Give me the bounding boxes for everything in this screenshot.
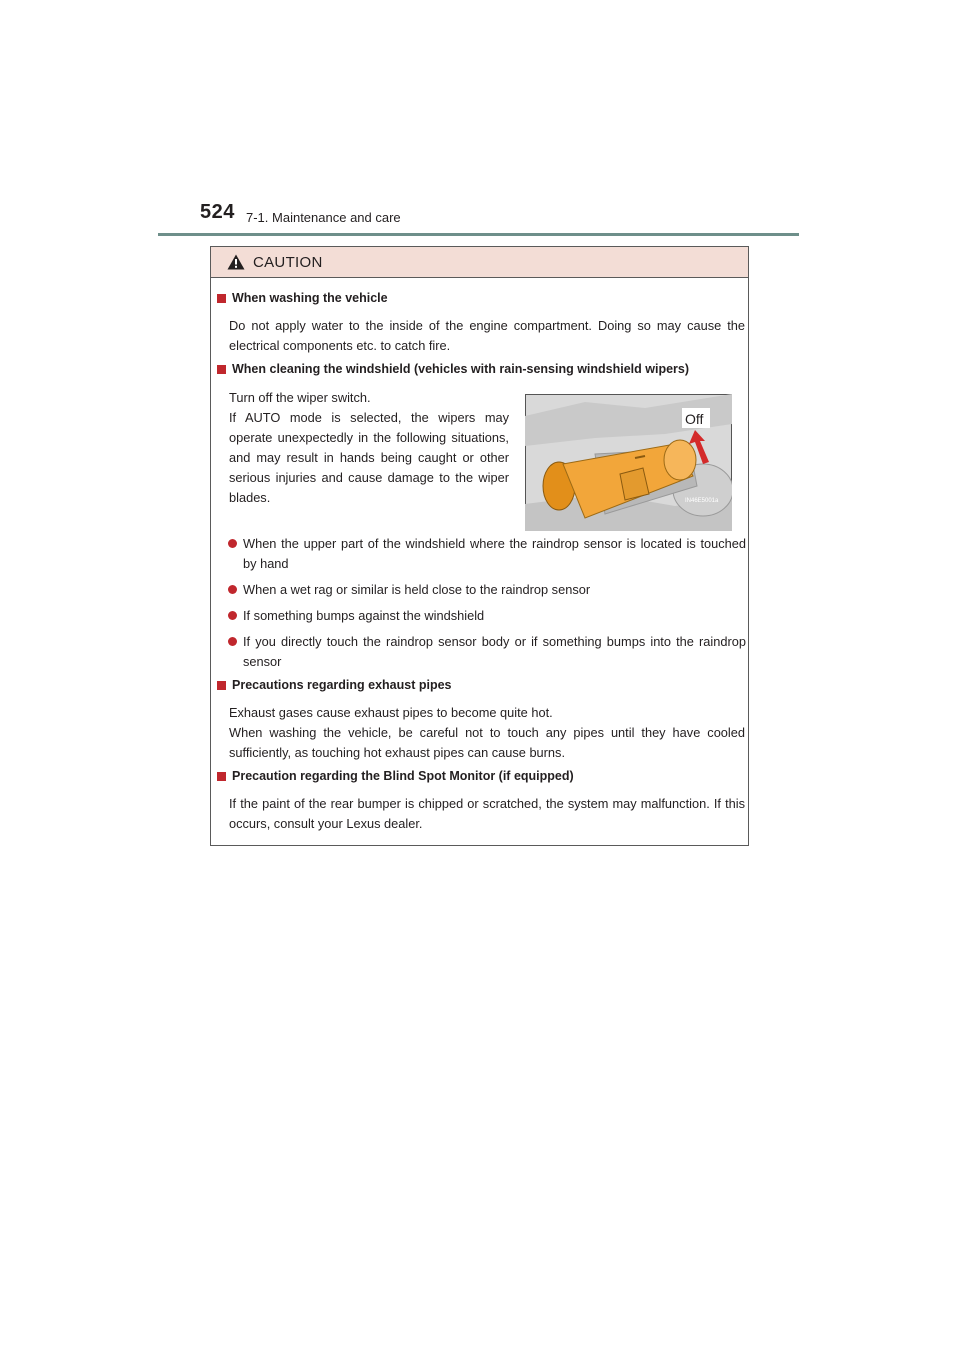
list-item: When a wet rag or similar is held close to the raindrop sensor	[228, 580, 746, 600]
section-text: If AUTO mode is selected, the wipers may operate unexpectedly in the following situations, and may result in hands being caught or other serious injuries and cause damage to the wiper blades.	[229, 410, 509, 505]
section-heading: When washing the vehicle	[217, 291, 388, 305]
section-text: Turn off the wiper switch.	[229, 390, 371, 405]
svg-text:IN46E5001a: IN46E5001a	[685, 498, 719, 504]
figure-label: Off	[685, 411, 704, 427]
section-heading: Precautions regarding exhaust pipes	[217, 678, 452, 692]
round-bullet-icon	[228, 539, 237, 548]
round-bullet-icon	[228, 637, 237, 646]
list-item: When the upper part of the windshield where the raindrop sensor is located is touched by hand	[228, 534, 746, 574]
section-text: When washing the vehicle, be careful not to touch any pipes until they have cooled sufficiently, as touching hot exhaust pipes can cause burns.	[229, 725, 745, 760]
square-bullet-icon	[217, 294, 226, 303]
section-text: If the paint of the rear bumper is chipped or scratched, the system may malfunction. If this occurs, consult your Lexus dealer.	[229, 796, 745, 831]
section-text: Exhaust gases cause exhaust pipes to become quite hot.	[229, 705, 553, 720]
section-title: 7-1. Maintenance and care	[246, 210, 401, 225]
square-bullet-icon	[217, 772, 226, 781]
page-number: 524	[200, 201, 235, 223]
section-heading: Precaution regarding the Blind Spot Monitor (if equipped)	[217, 769, 574, 783]
round-bullet-icon	[228, 611, 237, 620]
square-bullet-icon	[217, 365, 226, 374]
section-heading: When cleaning the windshield (vehicles with rain-sensing windshield wipers)	[217, 362, 689, 376]
list-item: If something bumps against the windshield	[228, 606, 746, 626]
header-rule	[158, 233, 799, 236]
caution-title: CAUTION	[253, 253, 323, 271]
square-bullet-icon	[217, 681, 226, 690]
caution-header	[211, 247, 748, 278]
list-item: If you directly touch the raindrop sensor body or if something bumps into the raindrop sensor	[228, 632, 746, 672]
warning-triangle-icon	[227, 254, 245, 270]
section-text: Do not apply water to the inside of the engine compartment. Doing so may cause the electrical components etc. to catch fire.	[229, 318, 745, 353]
round-bullet-icon	[228, 585, 237, 594]
caution-box	[210, 246, 749, 846]
